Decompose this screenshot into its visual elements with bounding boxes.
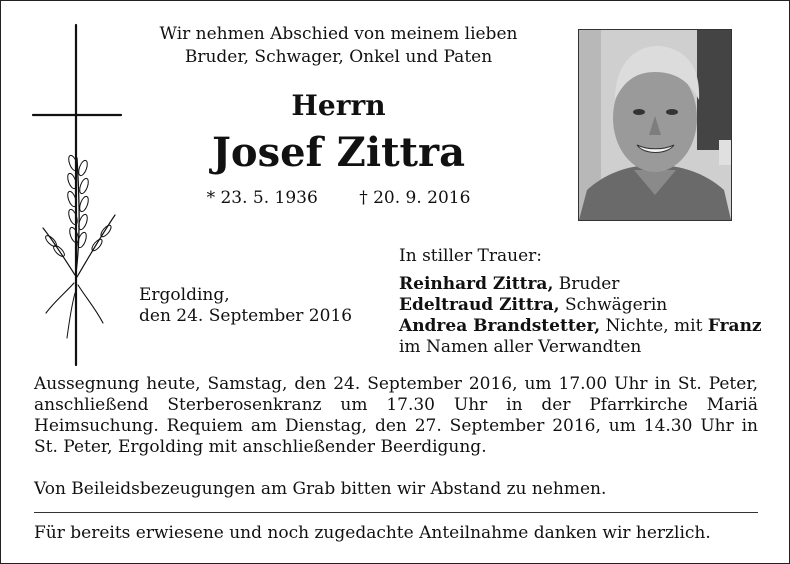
mourners-list <box>399 246 762 358</box>
divider <box>34 512 758 513</box>
thanks-note: Für bereits erwiesene und noch zugedachte Anteilnahme danken wir herzlich. <box>34 523 711 543</box>
intro-line-1: Wir nehmen Abschied von meinem lieben <box>159 24 518 44</box>
mourner-name: Edeltraud Zittra, <box>399 295 560 315</box>
salutation: Herrn <box>291 89 386 122</box>
mourner-relation: Bruder <box>553 274 620 294</box>
deceased-name: Josef Zittra <box>211 129 466 176</box>
birth-date: * 23. 5. 1936 <box>206 188 318 208</box>
mourner-row <box>399 316 762 337</box>
mourner-row <box>399 295 762 316</box>
mourner-companion: Franz <box>707 316 762 336</box>
death-date: † 20. 9. 2016 <box>359 188 471 208</box>
life-dates <box>141 187 536 209</box>
intro-line-2: Bruder, Schwager, Onkel und Paten <box>184 47 493 67</box>
place-and-date <box>139 285 352 327</box>
intro-text <box>141 23 536 69</box>
mourner-relation: Nichte, mit <box>600 316 708 336</box>
mourner-name: Reinhard Zittra, <box>399 274 554 294</box>
funeral-details: Aussegnung heute, Samstag, den 24. September 2016, um 17.00 Uhr in St. Peter, anschließend Sterberosenkranz um 17.30 Uhr in der Pfarrkirche Mariä Heimsuchung. Requiem am Dienstag, den 27. September 2016, um 14.30 Uhr in St. Peter, Ergolding mit anschließender Beerdigung. <box>34 374 758 457</box>
notice-date: den 24. September 2016 <box>139 306 353 326</box>
place: Ergolding, <box>139 285 230 305</box>
mourners-heading: In stiller Trauer: <box>399 246 542 266</box>
mourner-row <box>399 274 762 295</box>
portrait-photo <box>578 29 732 221</box>
mourner-name: Andrea Brandstetter, <box>399 316 601 336</box>
condolence-note: Von Beileidsbezeugungen am Grab bitten wir Abstand zu nehmen. <box>34 479 607 499</box>
mourner-relation: Schwägerin <box>559 295 668 315</box>
cross-with-wheat-icon <box>31 23 126 368</box>
mourners-closing: im Namen aller Verwandten <box>399 337 642 357</box>
